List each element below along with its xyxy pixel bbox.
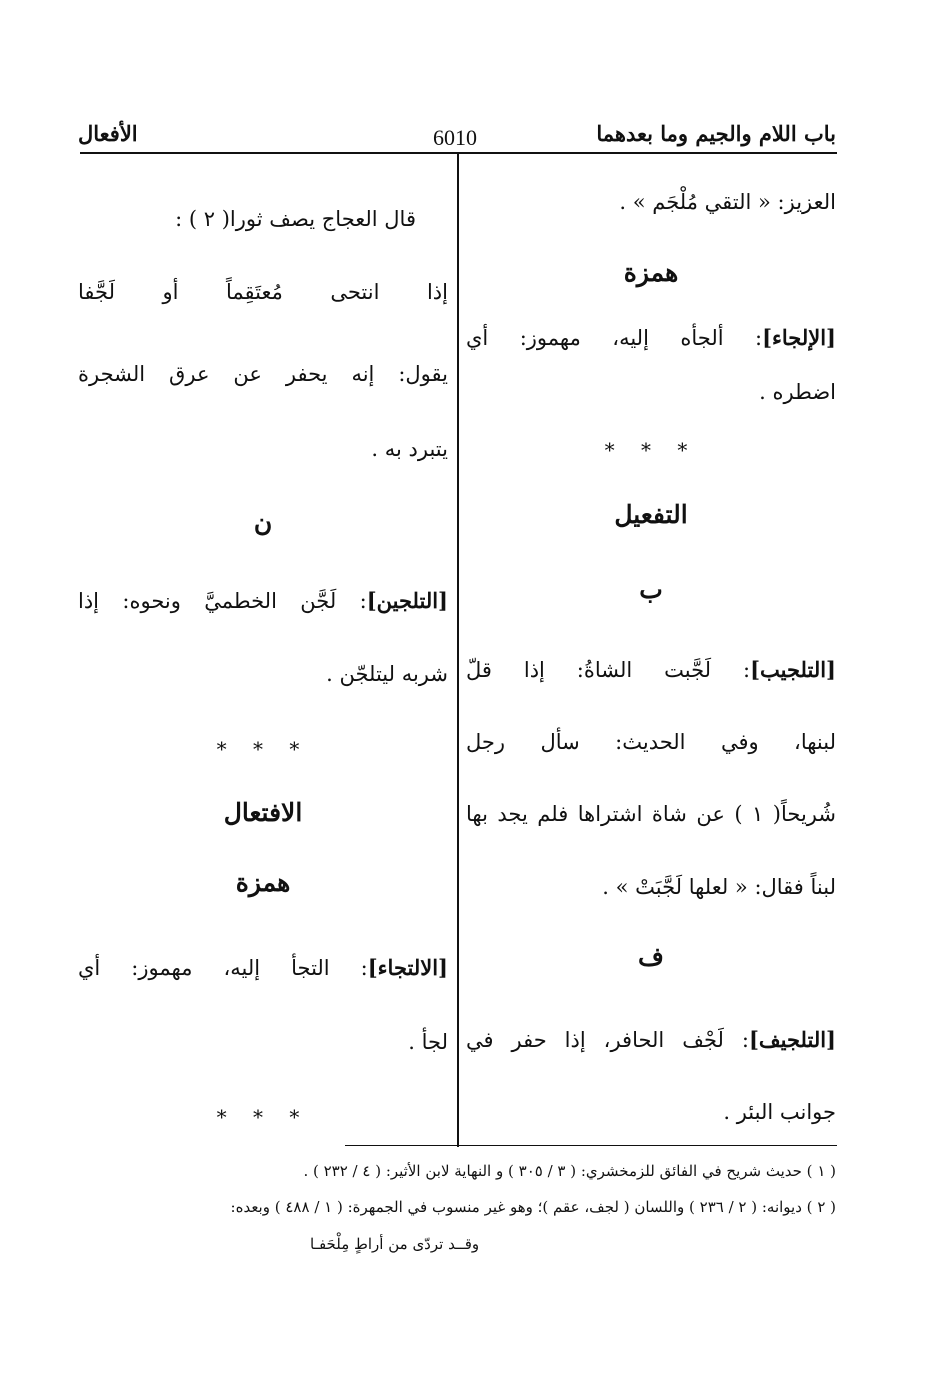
- entry-term: [التلجيف]: [748, 1027, 836, 1052]
- text-line: يقول: إنه يحفر عن عرق الشجرة: [78, 362, 448, 386]
- letter-heading: ف: [638, 942, 664, 971]
- text-line: اضطره .: [759, 380, 836, 404]
- subheading: همزة: [235, 868, 291, 897]
- entry-line: [466, 657, 836, 682]
- text-line: قال العجاج يصف ثورا( ٢ ) :: [175, 207, 416, 231]
- footnote-rule: [345, 1145, 837, 1146]
- page-number: 6010: [433, 125, 477, 150]
- entry-line: [78, 955, 448, 980]
- entry-text: : ألجأه إليه، مهموز: أي: [466, 326, 763, 350]
- text-line: لبنها، وفي الحديث: سأل رجل: [466, 730, 836, 754]
- section-heading: التفعيل: [614, 500, 688, 529]
- entry-text: : التجأ إليه، مهموز: أي: [78, 956, 368, 980]
- text-line: لبناً فقال: « لعلها لَجَّبَتْ » .: [602, 875, 836, 899]
- subheading: همزة: [623, 258, 679, 287]
- section-separator: * * *: [604, 438, 698, 462]
- footnote-verse: وقــد تردّى من أراطٍ مِلْحَفـا: [310, 1235, 480, 1253]
- entry-term: [التلجيب]: [750, 657, 836, 682]
- entry-text: : لَجَّبت الشاةُ: إذا قلّ: [466, 658, 751, 682]
- entry-term: [الإلجاء]: [762, 325, 836, 350]
- footnote-1: ( ١ ) حديث شريح في الفائق للزمخشري: ( ٣ / ٣٠٥ ) و النهاية لابن الأثير: ( ٤ / ٢٣٢ ) .: [303, 1162, 836, 1180]
- entry-text: : لَجْف الحافر، إذا حفر في: [466, 1028, 749, 1052]
- section-title: الأفعال: [78, 121, 138, 146]
- letter-heading: ب: [639, 575, 663, 604]
- section-separator: * * *: [216, 737, 310, 761]
- verse-line: إذا انتحى مُعتَقِماً أو لَجَّفا: [78, 280, 448, 304]
- entry-term: [التلجين]: [366, 588, 448, 613]
- text-line: يتبرد به .: [371, 437, 448, 461]
- column-divider: [457, 154, 459, 1147]
- text-line: لجأ .: [408, 1030, 448, 1054]
- text-line: شُريحاً( ١ ) عن شاة اشتراها فلم يجد بها: [466, 802, 836, 826]
- entry-line: [78, 588, 448, 613]
- running-title: باب اللام والجيم وما بعدهما: [596, 121, 836, 146]
- entry-line: [466, 325, 836, 350]
- entry-line: [466, 1027, 836, 1052]
- section-heading: الافتعال: [223, 798, 303, 827]
- entry-text: : لَجَّن الخطميَّ ونحوه: إذا: [78, 589, 367, 613]
- entry-term: [الالتجاء]: [367, 955, 448, 980]
- section-separator: * * *: [216, 1105, 310, 1129]
- letter-heading: ن: [253, 508, 273, 537]
- text-line: جوانب البئر .: [723, 1100, 836, 1124]
- text-line: العزيز: « التقي مُلْجَم » .: [619, 190, 836, 214]
- footnote-2: ( ٢ ) ديوانه: ( ٢ / ٢٣٦ ) واللسان ( لجف، عقم )؛ وهو غير منسوب في الجمهرة: ( ١ / ٤٨٨ ) وبعده:: [230, 1198, 836, 1216]
- text-line: شربه ليتلجّن .: [326, 662, 448, 686]
